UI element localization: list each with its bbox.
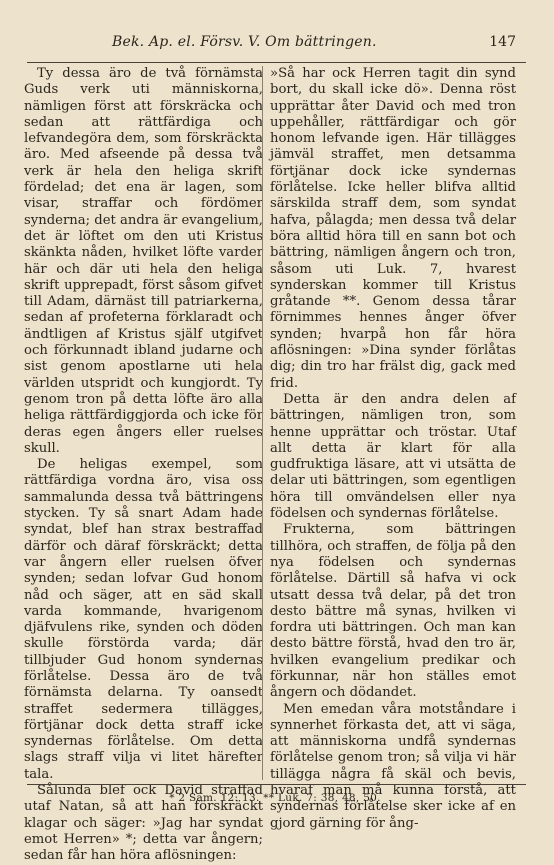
paragraph: »Så har ock Herren tagit din synd bort, du skall icke dö». Denna röst upprättar åter David och med tron uppehåller, rättfärdigar och gör honom lefvande igen. Här tillägges jämväl straffet, men detsamma förtjänar dock icke syndernas förlåtelse. Icke heller blifva alltid särskilda straff dem, som syndat hafva, pålagda; men dessa två delar böra alltid höra till en sann bot och bättring, nämligen ångern och tron, såsom uti Luk. 7, hvarest synderskan kommer till Kristus gråtande **. Genom dessa tårar förnimmes hennes ånger öfver synden; hvarpå hon får höra aflösningen: »Dina synder förlåtas dig; din tro har frälst dig, gack med frid. bbox=[270, 66, 516, 391]
right-column bbox=[270, 66, 516, 832]
paragraph: De heligas exempel, som rättfärdiga vordna äro, visa oss sammalunda dessa två bättringens stycken. Ty så snart Adam hade syndat, blef han strax bestraffad därför och däraf förskräckt; detta var ångern eller ruelsen öfver synden; sedan lofvar Gud honom nåd och säger, att en säd skall varda kommande, hvarigenom djäfvulens rike, synden och döden skulle förstörda varda; där tillbjuder Gud honom syndernas förlåtelse. Dessa äro de två förnämsta delarna. Ty oansedt straffet sedermera tillägges, förtjänar dock detta straff icke syndernas förlåtelse. Om detta slags straff vilja vi litet härefter tala. bbox=[24, 457, 263, 782]
paragraph: Detta är den andra delen af bättringen, nämligen tron, som henne upprättar och tröstar. Utaf allt detta är klart för alla gudfruktiga läsare, att vi utsätta de delar uti bättringen, som egentligen höra till omvändelsen eller nya födelsen och syndernas förlåtelse. bbox=[270, 391, 516, 522]
paragraph: Frukterna, som bättringen tillhöra, och straffen, de följa på den nya födelsen och syndernas förlåtelse. Därtill så hafva vi ock utsatt dessa två delar, på det tron desto bättre må synas, hvilken vi fordra uti bättringen. Och man kan desto bättre förstå, hvad den tro är, hvilken evangelium predikar och förkunnar, när hon ställes emot ångern och dödandet. bbox=[270, 522, 516, 701]
left-column bbox=[24, 66, 263, 865]
paragraph: Ty dessa äro de två förnämsta Guds verk uti människorna, nämligen först att förskräcka och sedan att rättfärdiga och lefvandegöra dem, som förskräckta äro. Med afseende på dessa två verk är hela den heliga skrift fördelad; det ena är lagen, som visar, straffar och fördömer synderna; det andra är evangelium, det är löftet om den uti Kristus skänkta nåden, hvilket löfte varder här och där uti hela den heliga skrift upprepadt, först såsom gifvet till Adam, därnäst till patriarkerna, sedan af profeterna förklaradt och ändtligen af Kristus själf utgifvet och förkunnadt ibland judarne och sist genom apostlarne uti hela världen utspridt och kungjordt. Ty genom tron på detta löfte äro alla heliga rättfärdiggjorda och icke för deras egen ångers eller ruelses skull. bbox=[24, 66, 263, 456]
paragraph: Sålunda blef ock David straffad utaf Natan, så att han förskräckt klagar och säger: »Jag har syndat emot Herren» *; detta var ångern; sedan får han höra aflösningen: bbox=[24, 783, 263, 864]
page-header bbox=[0, 34, 554, 56]
header-rule bbox=[27, 62, 526, 63]
running-head: Bek. Ap. el. Försv. V. Om bättringen. bbox=[112, 34, 377, 50]
page-number: 147 bbox=[489, 34, 516, 50]
footnotes: * 2 Sam. 12: 13. ** Luk. 7: 38, 48, 50. bbox=[169, 792, 381, 804]
paragraph: Men emedan våra motståndare i synnerhet förkasta det, att vi säga, att människorna undfå syndernas förlåtelse genom tron; så vilja vi här tillägga några få skäl och bevis, hvaraf man må kunna förstå, att syndernas förlåtelse sker icke af en gjord gärning för ång- bbox=[270, 701, 516, 831]
footnote-rule bbox=[27, 784, 526, 785]
column-divider bbox=[262, 66, 263, 780]
